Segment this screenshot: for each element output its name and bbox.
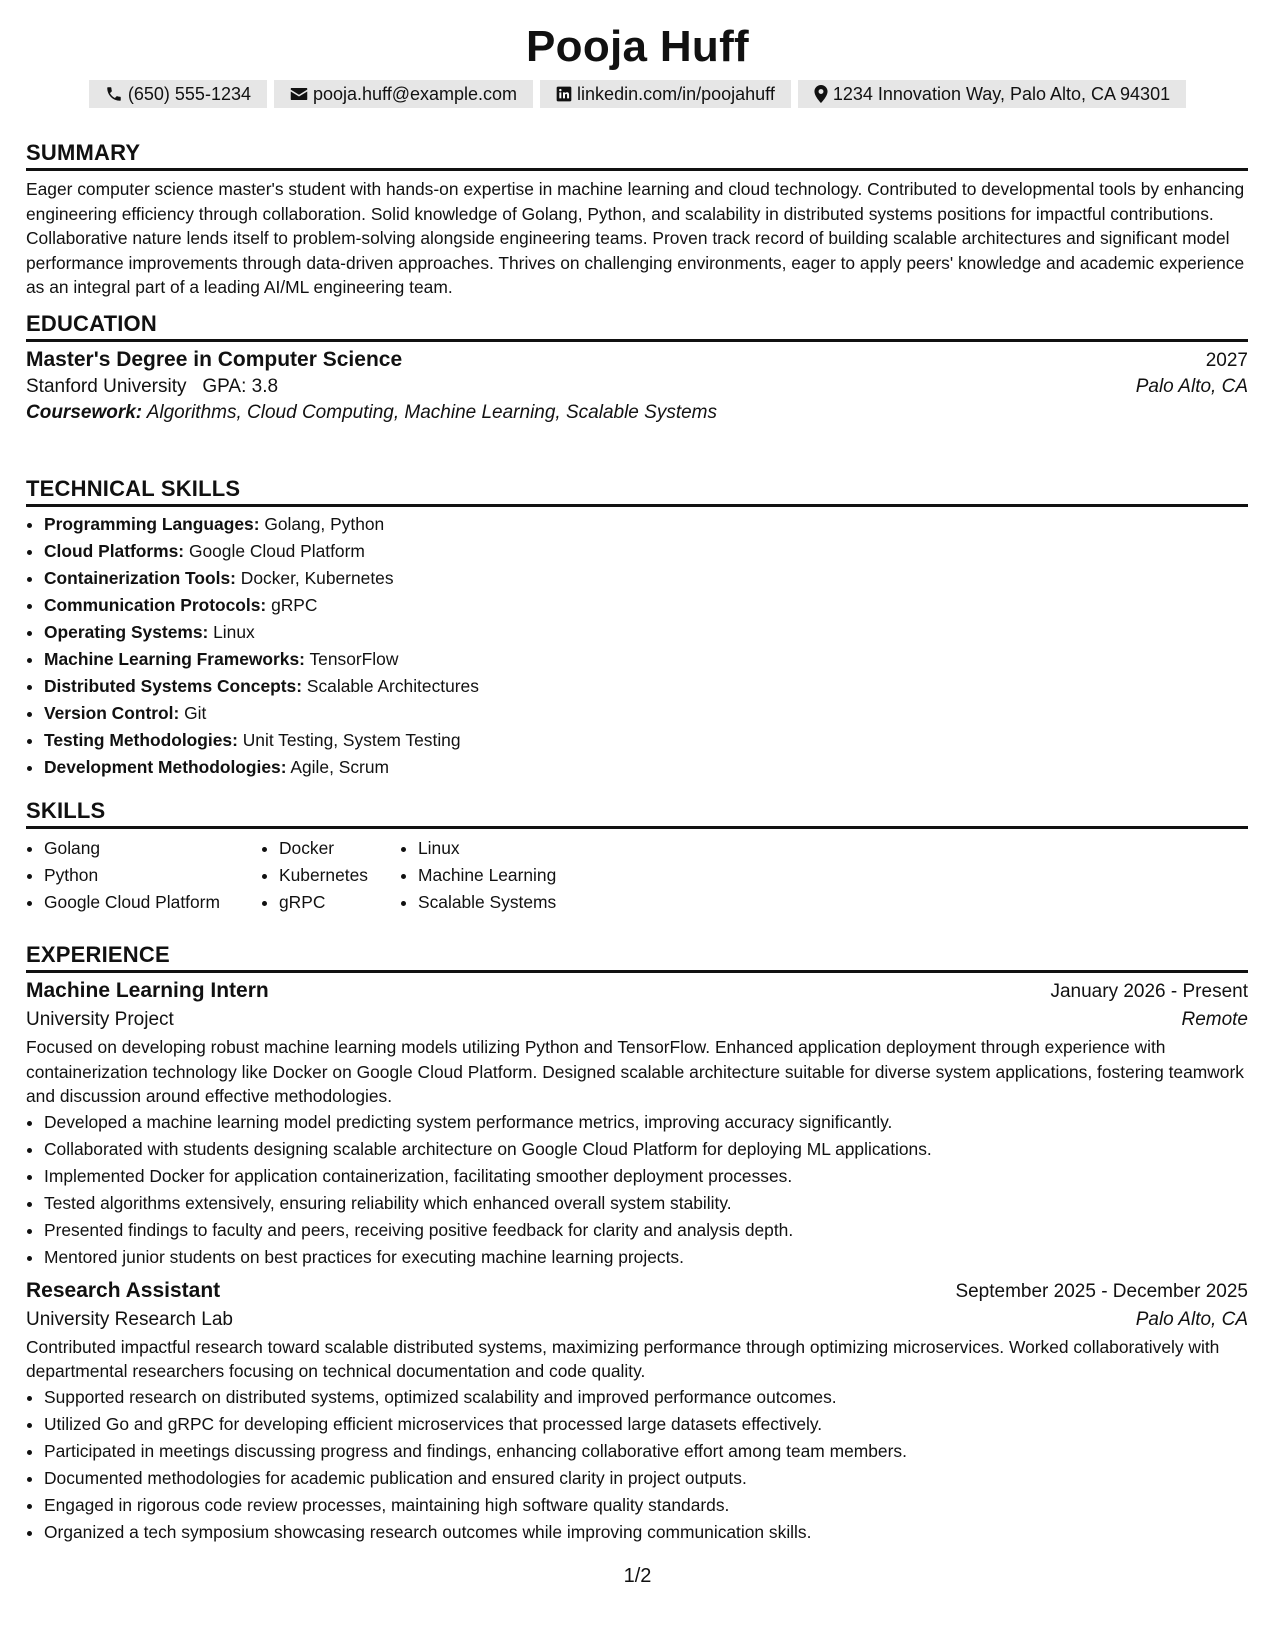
- list-item: [44, 727, 1248, 754]
- experience-section: [26, 940, 1248, 1546]
- list-item: • Participated in meetings discussing progress and findings, enhancing collaborative effort among team members.: [44, 1438, 1248, 1465]
- job-org-row: [26, 1309, 1248, 1331]
- email-address[interactable]: pooja.huff@example.com: [312, 84, 518, 104]
- education-heading: EDUCATION: [26, 309, 1248, 342]
- school-name: Stanford University: [26, 376, 187, 397]
- summary-section: [26, 138, 1248, 300]
- contact-bar: [0, 80, 1275, 108]
- list-item: • Docker: [279, 835, 400, 862]
- job-org-row: [26, 1009, 1248, 1031]
- job-entry: [26, 979, 1248, 1271]
- gpa: GPA: 3.8: [202, 376, 279, 397]
- map-pin-icon: [814, 85, 828, 103]
- job-bullets: [26, 1384, 1248, 1546]
- skill-category: Development Methodologies:: [44, 757, 287, 777]
- skill-category: Distributed Systems Concepts:: [44, 676, 303, 696]
- graduation-year: 2027: [1205, 350, 1248, 371]
- phone-chip: [89, 80, 267, 108]
- list-item: • gRPC: [279, 889, 400, 916]
- job-location: Palo Alto, CA: [1135, 1308, 1248, 1330]
- coursework-line: [26, 402, 1248, 424]
- linkedin-url[interactable]: linkedin.com/in/poojahuff: [577, 84, 775, 104]
- skills-column: [261, 835, 400, 916]
- skills-grid: [26, 835, 1248, 916]
- skill-values: gRPC: [271, 595, 318, 615]
- skills-column: [400, 835, 618, 916]
- job-dates: January 2026 - Present: [1050, 981, 1248, 1002]
- skill-category: Machine Learning Frameworks:: [44, 649, 305, 669]
- list-item: [44, 646, 1248, 673]
- skill-category: Containerization Tools:: [44, 568, 236, 588]
- list-item: • Kubernetes: [279, 862, 400, 889]
- coursework-label: Coursework:: [26, 402, 143, 423]
- list-item: • Utilized Go and gRPC for developing efficient microservices that processed large datasets effectively.: [44, 1411, 1248, 1438]
- list-item: • Tested algorithms extensively, ensuring reliability which enhanced overall system stability.: [44, 1190, 1248, 1217]
- list-item: • Supported research on distributed systems, optimized scalability and improved performance outcomes.: [44, 1384, 1248, 1411]
- job-entry: [26, 1279, 1248, 1546]
- list-item: [44, 592, 1248, 619]
- skills-section: [26, 796, 1248, 916]
- list-item: • Scalable Systems: [418, 889, 618, 916]
- list-item: [44, 565, 1248, 592]
- skill-values: TensorFlow: [309, 649, 399, 669]
- skill-values: Docker, Kubernetes: [240, 568, 394, 588]
- envelope-icon: [290, 86, 308, 102]
- list-item: • Golang: [44, 835, 261, 862]
- technical-skills-heading: TECHNICAL SKILLS: [26, 474, 1248, 507]
- job-title-row: [26, 979, 1248, 1003]
- summary-text: Eager computer science master's student with hands-on expertise in machine learning and cloud technology. Contributed to developmental tools by enhancing engineering efficiency through collaboration. Solid knowledge of Golang, Python, and scalability in distributed systems positions for impactful contributions. Collaborative nature lends itself to problem-solving alongside engineering teams. Proven track record of building scalable architectures and significant model performance improvements through data-driven approaches. Thrives on challenging environments, eager to apply peers' knowledge and academic experience as an integral part of a leading AI/ML engineering team.: [26, 179, 1245, 298]
- list-item: • Collaborated with students designing scalable architecture on Google Cloud Platform for deploying ML applications.: [44, 1136, 1248, 1163]
- candidate-name: Pooja Huff: [526, 22, 749, 71]
- skill-values: Scalable Architectures: [306, 676, 479, 696]
- skill-values: Git: [184, 703, 207, 723]
- linkedin-icon: [556, 86, 572, 102]
- list-item: • Machine Learning: [418, 862, 618, 889]
- list-item: [44, 700, 1248, 727]
- job-summary: Contributed impactful research toward scalable distributed systems, maximizing performance through optimizing microservices. Worked collaboratively with departmental researchers focusing on technical documentation and code quality.: [26, 1336, 1220, 1382]
- education-school-row: [26, 376, 1248, 398]
- skill-values: Unit Testing, System Testing: [242, 730, 461, 750]
- email-chip[interactable]: [274, 80, 533, 108]
- job-summary: Focused on developing robust machine learning models utilizing Python and TensorFlow. Enhanced application deployment through experience with containerization technology like Docker on Google Cloud Platform. Designed scalable architecture suitable for diverse system applications, fostering teamwork and discussion around effective methodologies.: [26, 1037, 1244, 1107]
- job-organization: University Research Lab: [26, 1308, 233, 1330]
- list-item: • Mentored junior students on best practices for executing machine learning projects.: [44, 1244, 1248, 1271]
- list-item: [44, 538, 1248, 565]
- job-title-row: [26, 1279, 1248, 1303]
- coursework-list: Algorithms, Cloud Computing, Machine Learning, Scalable Systems: [146, 402, 717, 423]
- list-item: • Linux: [418, 835, 618, 862]
- list-item: • Python: [44, 862, 261, 889]
- job-organization: University Project: [26, 1009, 174, 1030]
- technical-skills-list: [26, 511, 1248, 781]
- summary-heading: SUMMARY: [26, 138, 1248, 171]
- skill-category: Testing Methodologies:: [44, 730, 238, 750]
- experience-heading: EXPERIENCE: [26, 940, 1248, 973]
- list-item: • Engaged in rigorous code review processes, maintaining high software quality standards.: [44, 1492, 1248, 1519]
- education-degree-row: [26, 348, 1248, 372]
- job-location: Remote: [1181, 1009, 1248, 1030]
- list-item: • Developed a machine learning model predicting system performance metrics, improving accuracy significantly.: [44, 1109, 1248, 1136]
- street-address: 1234 Innovation Way, Palo Alto, CA 94301: [832, 84, 1171, 104]
- job-role: Machine Learning Intern: [26, 979, 269, 1002]
- linkedin-chip[interactable]: [540, 80, 791, 108]
- school-location: Palo Alto, CA: [1135, 376, 1248, 397]
- skill-values: Agile, Scrum: [290, 757, 389, 777]
- degree-name: Master's Degree in Computer Science: [26, 348, 403, 371]
- list-item: • Organized a tech symposium showcasing research outcomes while improving communication skills.: [44, 1519, 1248, 1546]
- job-bullets: [26, 1109, 1248, 1271]
- list-item: [44, 673, 1248, 700]
- school-info: [26, 376, 278, 398]
- list-item: • Implemented Docker for application containerization, facilitating smoother deployment processes.: [44, 1163, 1248, 1190]
- job-role: Research Assistant: [26, 1278, 221, 1302]
- list-item: [44, 754, 1248, 781]
- skill-values: Google Cloud Platform: [188, 541, 365, 561]
- list-item: • Presented findings to faculty and peers, receiving positive feedback for clarity and analysis depth.: [44, 1217, 1248, 1244]
- phone-number: (650) 555-1234: [127, 84, 251, 104]
- page-number: 1/2: [623, 1565, 652, 1587]
- skill-category: Operating Systems:: [44, 622, 209, 642]
- skill-values: Linux: [213, 622, 255, 642]
- skill-category: Programming Languages:: [44, 514, 260, 534]
- skills-heading: SKILLS: [26, 796, 1248, 829]
- skills-column: [26, 835, 261, 916]
- skill-category: Cloud Platforms:: [44, 541, 185, 561]
- job-dates: September 2025 - December 2025: [955, 1280, 1248, 1302]
- list-item: • Documented methodologies for academic publication and ensured clarity in project outputs.: [44, 1465, 1248, 1492]
- list-item: • Google Cloud Platform: [44, 889, 261, 916]
- education-section: [26, 309, 1248, 424]
- skill-category: Version Control:: [44, 703, 180, 723]
- phone-icon: [105, 85, 123, 103]
- list-item: [44, 619, 1248, 646]
- skill-category: Communication Protocols:: [44, 595, 267, 615]
- address-chip: [798, 80, 1186, 108]
- technical-skills-section: [26, 474, 1248, 781]
- skill-values: Golang, Python: [264, 514, 385, 534]
- list-item: [44, 511, 1248, 538]
